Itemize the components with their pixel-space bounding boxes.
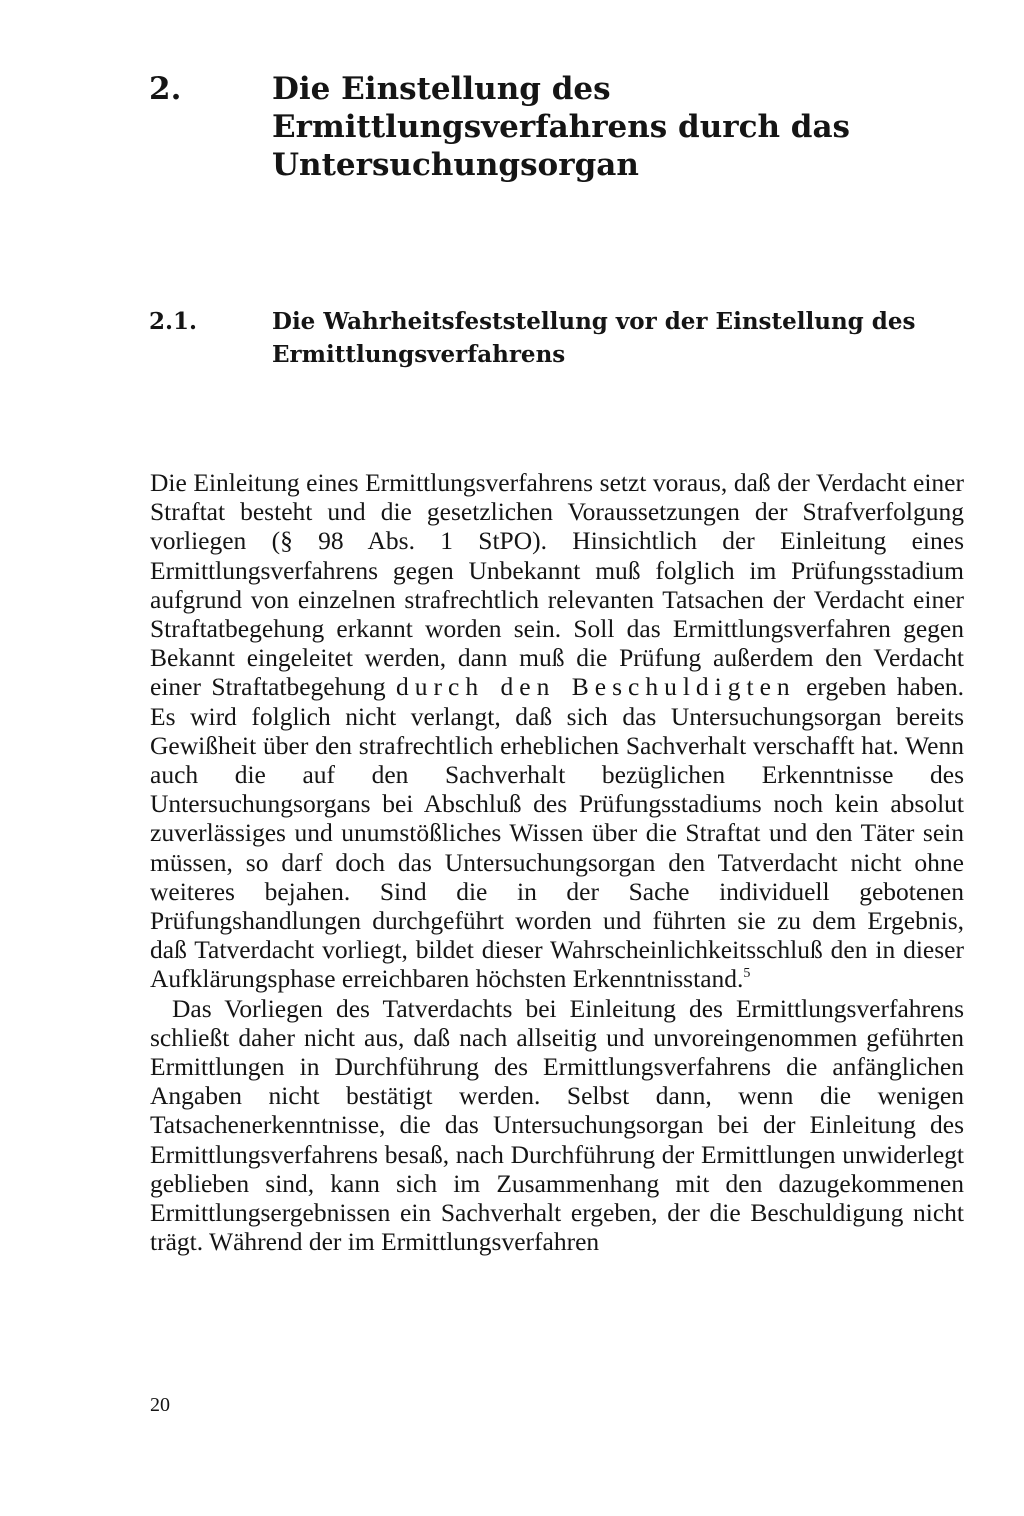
body-text (150, 468, 964, 1256)
footnote-marker: 5 (743, 966, 751, 982)
chapter-number: 2. (149, 71, 182, 107)
paragraph-2: Das Vorliegen des Tatverdachts bei Einleitung des Ermittlungsverfahrens schließt daher nicht aus, daß nach allseitig und unvoreingenommen geführten Ermittlungen in Durchführung des Ermittlungsverfahrens die anfänglichen Angaben nicht bestätigt werden. Selbst dann, wenn die wenigen Tatsachenerkenntnisse, die das Untersuchungsorgan bei der Einleitung des Ermittlungsverfahrens besaß, nach Durchführung der Ermittlungen unwiderlegt geblieben sind, kann sich im Zusammenhang mit den dazugekommenen Ermittlungsergebnissen ein Sachverhalt ergeben, der die Beschuldigung nicht trägt. Während der im Ermittlungsverfahren (150, 993, 964, 1257)
chapter-title: Die Einstellung des Ermittlungsverfahrens durch das Untersuchungsorgan (272, 71, 850, 183)
section-heading (149, 305, 979, 371)
paragraph-1 (150, 468, 964, 994)
paragraph-1-text-end: ergeben haben. Es wird folglich nicht verlangt, daß sich das Untersuchungsorgan bereits Gewißheit über den strafrechtlich erheblichen Sachverhalt verschafft hat. Wenn auch die auf den Sachverhalt bezüglichen Erkenntnisse des Untersuchungsorgans bei Abschluß des Prüfungsstadiums noch kein absolut zuverlässiges und unumstößliches Wissen über die Straftat und den Täter sein müssen, so darf doch das Untersuchungsorgan den Tatverdacht nicht ohne weiteres bejahen. Sind die in der Sache individuell gebotenen Prüfungshandlungen durchgeführt worden und führten sie zu dem Ergebnis, daß Tatverdacht vorliegt, bildet dieser Wahrscheinlichkeitsschluß den in dieser Aufklärungsphase erreichbaren höchsten Erkenntnisstand. (150, 672, 965, 994)
page-number: 20 (150, 1394, 170, 1416)
chapter-heading (149, 70, 979, 184)
emphasis-spaced-text: durch den Beschuldigten (396, 672, 796, 702)
paragraph-1-text-start: Die Einleitung eines Ermittlungsverfahrens setzt voraus, daß der Verdacht einer Straftat besteht und die gesetzlichen Voraussetzungen der Strafverfolgung vorliegen (§ 98 Abs. 1 StPO). Hinsichtlich der Einleitung eines Ermittlungsverfahrens gegen Unbekannt muß folglich im Prüfungsstadium aufgrund von einzelnen strafrechtlich relevanten Tatsachen der Verdacht einer Straftatbegehung erkannt worden sein. Soll das Ermittlungsverfahren gegen Bekannt eingeleitet werden, dann muß die Prüfung außerdem den Verdacht einer Straftatbegehung (150, 468, 964, 702)
section-title: Die Wahrheitsfeststellung vor der Einstellung des Ermittlungsverfahrens (272, 308, 916, 368)
section-number: 2.1. (149, 308, 198, 335)
